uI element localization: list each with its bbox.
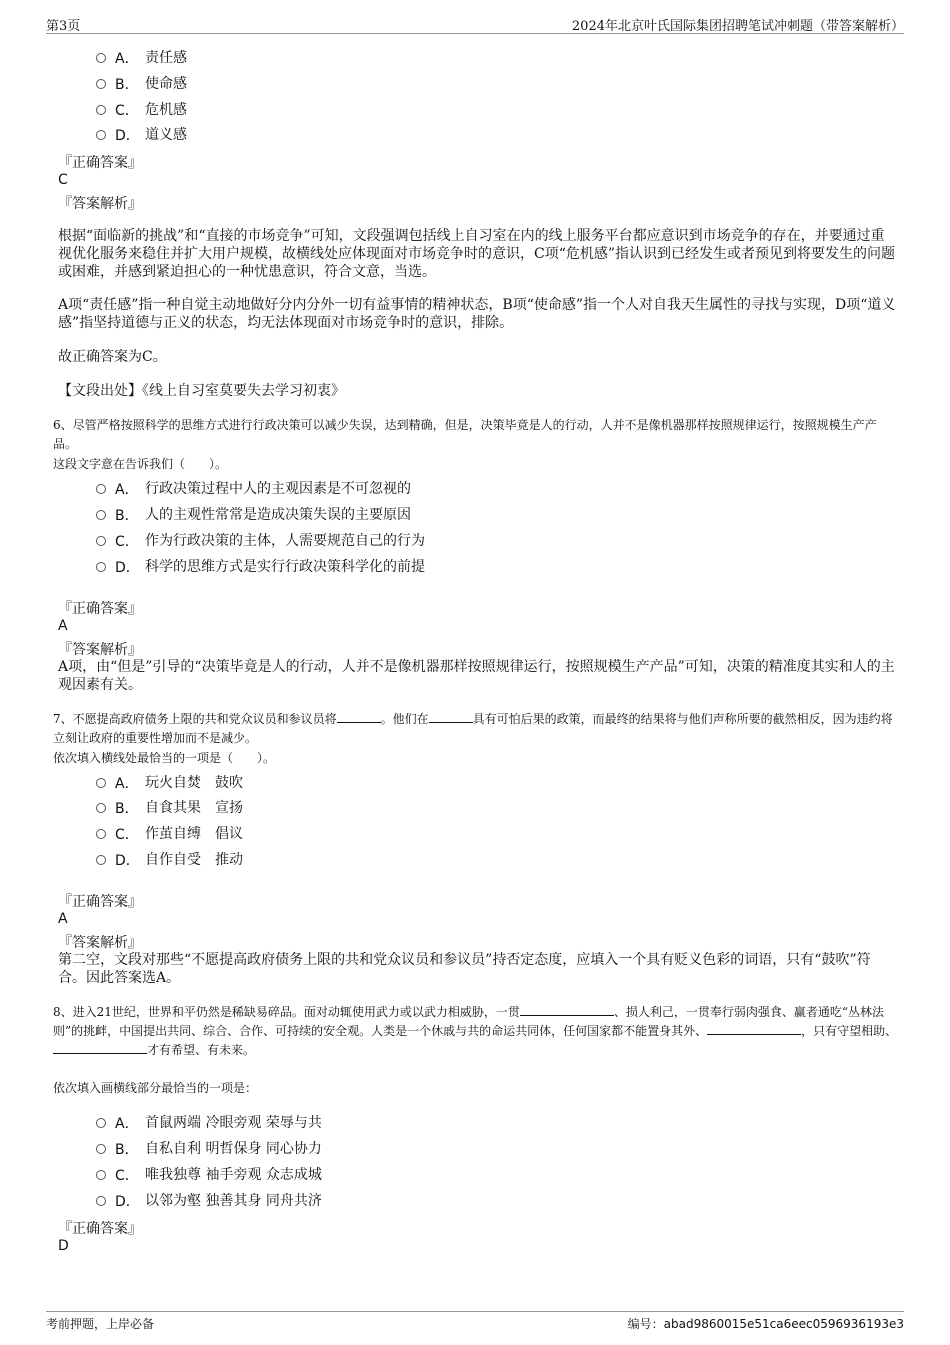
q5-analysis-label: 『答案解析』 (58, 196, 142, 212)
q7-stem: 7、不愿提高政府债务上限的共和党众议员和参议员将 。他们在 具有可怕后果的政策，而最终的结果将与他们声称所要的截然相反，因为违约将立刻让政府的重要性增加而不是减少。 (53, 712, 893, 745)
radio-icon[interactable] (96, 130, 106, 140)
document-title: 2024年北京叶氏国际集团招聘笔试冲刺题（带答案解析） (571, 19, 904, 34)
radio-icon[interactable] (96, 778, 106, 788)
q7-analysis-label: 『答案解析』 (58, 935, 142, 951)
radio-icon[interactable] (96, 562, 106, 572)
q6-answer-label: 『正确答案』 (58, 601, 142, 617)
q5-analysis-paragraph: 根据“面临新的挑战”和“直接的市场竞争”可知，文段强调包括线上自习室在内的线上服务平台都应意识到市场竞争的存在，并要通过重视优化服务来稳住并扩大用户规模，故横线处应体现面对市场竞争时的意识，C项“危机感”指认识到已经发生或者预见到将要发生的问题或困难，并感到紧迫担心的一种忧患意识，符合文意，当选。 (58, 228, 896, 280)
radio-icon[interactable] (96, 105, 106, 115)
q7-analysis: 第二空，文段对那些“不愿提高政府债务上限的共和党众议员和参议员”持否定态度，应填入一个具有贬义色彩的词语，只有“鼓吹”符合。因此答案选A。 (58, 952, 871, 986)
q6-stem: 6、尽管严格按照科学的思维方式进行行政决策可以减少失误，达到精确，但是，决策毕竟是人的行动，人并不是像机器那样按照规律运行，按照规模生产产品。 (53, 418, 877, 451)
radio-icon[interactable] (96, 510, 106, 520)
q8-answer: D (58, 1238, 69, 1254)
q7-answer-label: 『正确答案』 (58, 894, 142, 910)
radio-icon[interactable] (96, 536, 106, 546)
radio-icon[interactable] (96, 803, 106, 813)
q8-prompt: 依次填入画横线部分最恰当的一项是： (53, 1081, 258, 1095)
q7-prompt: 依次填入横线处最恰当的一项是（ ）。 (53, 751, 276, 765)
q6-analysis-label: 『答案解析』 (58, 642, 142, 658)
q5-analysis-paragraph: A项“责任感”指一种自觉主动地做好分内分外一切有益事情的精神状态，B项“使命感”指一个人对自我天生属性的寻找与实现，D项“道义感”指坚持道德与正义的状态，均无法体现面对市场竞争时的意识，排除。 (58, 297, 896, 331)
document-code: 编号：abad9860015e51ca6eec0596936193e3 (627, 1317, 904, 1331)
footer-slogan: 考前押题，上岸必备 (46, 1317, 155, 1331)
q5-answer-label: 『正确答案』 (58, 155, 142, 171)
q7-answer: A (58, 911, 68, 927)
radio-icon[interactable] (96, 484, 106, 494)
blank-line (337, 711, 381, 723)
radio-icon[interactable] (96, 1144, 106, 1154)
page-footer (46, 1311, 904, 1331)
radio-icon[interactable] (96, 1118, 106, 1128)
radio-icon[interactable] (96, 829, 106, 839)
page-header (46, 14, 904, 34)
radio-icon[interactable] (96, 53, 106, 63)
q6-answer: A (58, 618, 68, 634)
blank-line (53, 1042, 147, 1054)
blank-line (707, 1023, 801, 1035)
blank-line (520, 1004, 614, 1016)
radio-icon[interactable] (96, 855, 106, 865)
page-number: 第3页 (46, 19, 81, 34)
radio-icon[interactable] (96, 79, 106, 89)
q5-analysis-conclusion: 故正确答案为C。 (58, 349, 167, 365)
q8-answer-label: 『正确答案』 (58, 1221, 142, 1237)
blank-line (429, 711, 473, 723)
radio-icon[interactable] (96, 1196, 106, 1206)
q8-stem: 8、进入21世纪，世界和平仍然是稀缺易碎品。面对动辄使用武力或以武力相威胁，一贯 、损人利己，一贯奉行弱肉强食、赢者通吃“丛林法则”的挑衅，中国提出共同、综合、合作、可持续的安全观。人类是一个休戚与共的命运共同体，任何国家都不能置身其外、 ，只有守望相助、才有希望、有未来。 (53, 1005, 898, 1057)
q6-prompt: 这段文字意在告诉我们（ ）。 (53, 457, 228, 471)
q5-answer: C (58, 172, 68, 188)
q6-analysis: A项，由“但是”引导的“决策毕竟是人的行动，人并不是像机器那样按照规律运行，按照规模生产产品”可知，决策的精准度其实和人的主观因素有关。 (58, 659, 895, 693)
radio-icon[interactable] (96, 1170, 106, 1180)
q5-source: 【文段出处】《线上自习室莫要失去学习初衷》 (58, 383, 345, 399)
